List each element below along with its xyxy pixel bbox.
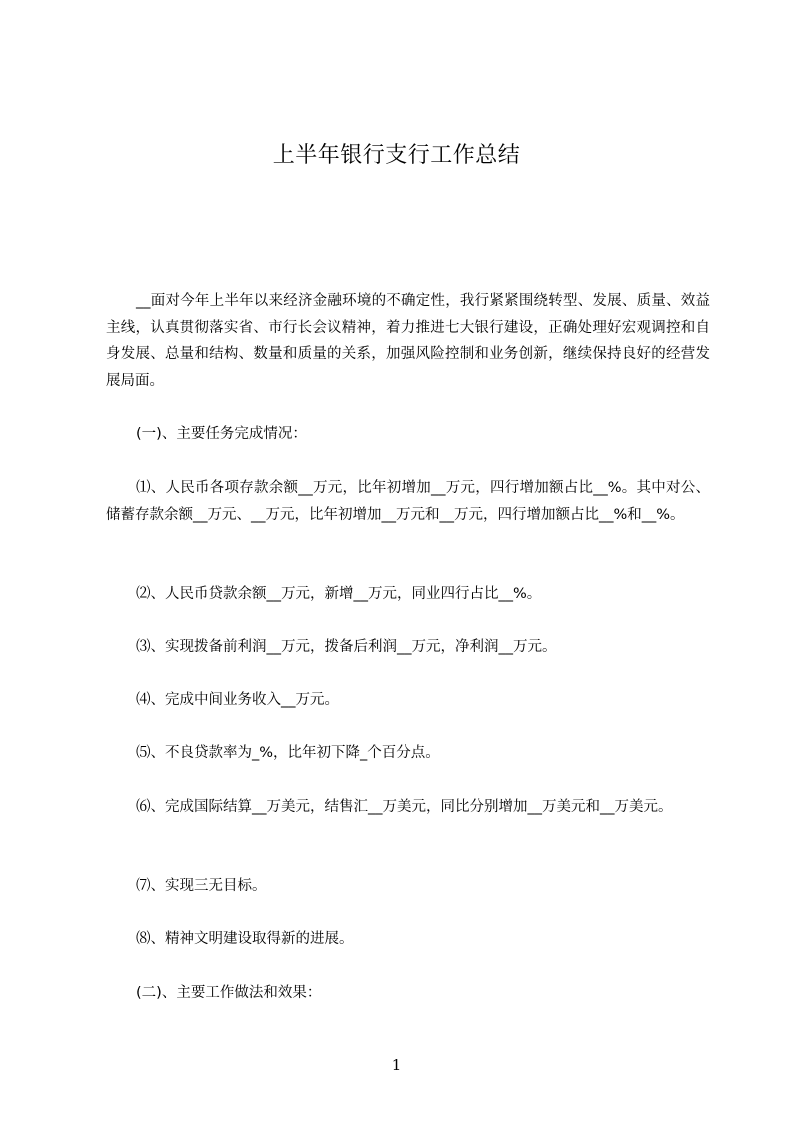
task-item-3: ⑶、实现拨备前利润__万元，拨备后利润__万元，净利润__万元。 xyxy=(136,639,557,655)
task-item-8: ⑻、精神文明建设取得新的进展。 xyxy=(136,931,354,947)
task-item-2: ⑵、人民币贷款余额__万元，新增__万元，同业四行占比__%。 xyxy=(136,586,542,602)
task-item-4: ⑷、完成中间业务收入__万元。 xyxy=(136,692,339,708)
section-heading-work-methods: (二)、主要工作做法和效果： xyxy=(136,985,322,1001)
task-item-5: ⑸、不良贷款率为_%，比年初下降_个百分点。 xyxy=(136,745,440,761)
intro-paragraph: __面对今年上半年以来经济金融环境的不确定性，我行紧紧围绕转型、发展、质量、效益主线，认真贯彻落实省、市行长会议精神，着力推进七大银行建设，正确处理好宏观调控和自身发展、总量和结构、数量和质量的关系，加强风险控制和业务创新，继续保持良好的经营发展局面。 xyxy=(106,293,710,389)
section-heading-main-tasks: (一)、主要任务完成情况： xyxy=(136,426,307,442)
task-item-6: ⑹、完成国际结算__万美元，结售汇__万美元，同比分别增加__万美元和__万美元。 xyxy=(136,799,673,815)
task-item-1: ⑴、人民币各项存款余额__万元，比年初增加__万元，四行增加额占比__%。其中对公、储蓄存款余额__万元、__万元，比年初增加__万元和__万元，四行增加额占比__%和__%。 xyxy=(106,480,710,523)
page-number: 1 xyxy=(391,1056,402,1074)
task-item-7: ⑺、实现三无目标。 xyxy=(136,878,267,894)
document-title: 上半年银行支行工作总结 xyxy=(272,143,521,168)
